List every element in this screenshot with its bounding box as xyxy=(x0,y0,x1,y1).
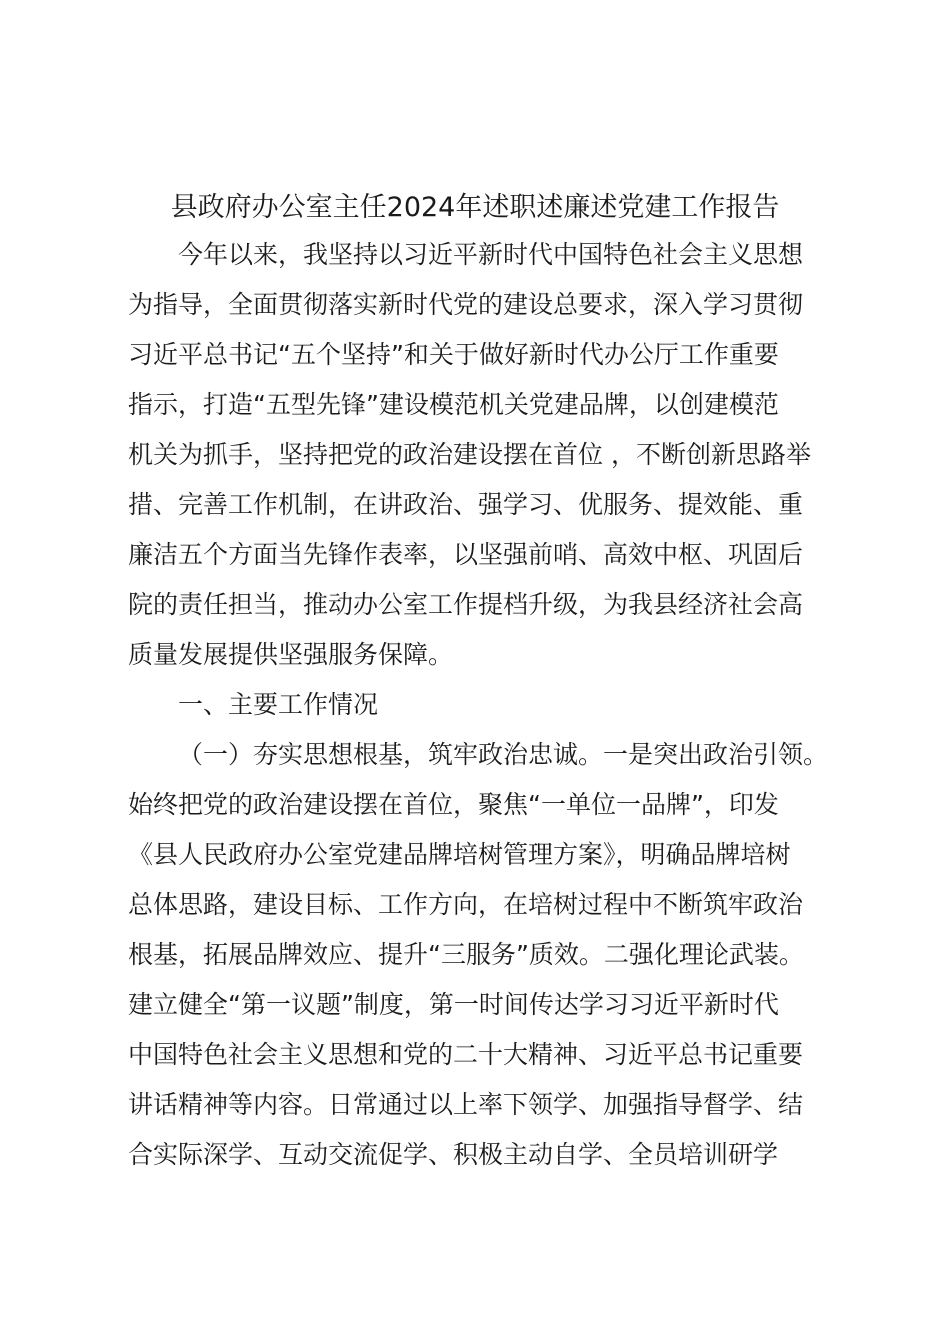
paragraph-line: 机关为抓手，坚持把党的政治建设摆在首位 ，不断创新思路举 xyxy=(128,440,811,469)
paragraph-line: 讲话精神等内容。日常通过以上率下领学、加强指导督学、结 xyxy=(128,1090,804,1119)
paragraph-line: 中国特色社会主义思想和党的二十大精神、习近平总书记重要 xyxy=(128,1040,804,1069)
paragraph-line: 院的责任担当，推动办公室工作提档升级，为我县经济社会高 xyxy=(128,590,804,619)
paragraph-line: 《县人民政府办公室党建品牌培树管理方案》，明确品牌培树 xyxy=(128,840,791,869)
paragraph-line: 廉洁五个方面当先锋作表率，以坚强前哨、高效中枢、巩固后 xyxy=(128,540,804,569)
paragraph-line: 为指导，全面贯彻落实新时代党的建设总要求，深入学习贯彻 xyxy=(128,290,804,319)
paragraph-line: 今年以来，我坚持以习近平新时代中国特色社会主义思想 xyxy=(178,240,804,269)
paragraph-line: 根基，拓展品牌效应、提升“三服务”质效。二强化理论武装。 xyxy=(128,940,804,969)
paragraph-line: 始终把党的政治建设摆在首位，聚焦“一单位一品牌”，印发 xyxy=(128,790,779,819)
paragraph-line: 合实际深学、互动交流促学、积极主动自学、全员培训研学 xyxy=(128,1140,779,1169)
paragraph-line: 建立健全“第一议题”制度，第一时间传达学习习近平新时代 xyxy=(128,990,779,1019)
section-heading: 一、主要工作情况 xyxy=(178,690,379,719)
paragraph-line: 指示，打造“五型先锋”建设模范机关党建品牌，以创建模范 xyxy=(128,390,779,419)
paragraph-line: 习近平总书记“五个坚持”和关于做好新时代办公厅工作重要 xyxy=(128,340,779,369)
paragraph-line: 质量发展提供坚强服务保障。 xyxy=(128,640,454,669)
document-title: 县政府办公室主任2024年述职述廉述党建工作报告 xyxy=(170,192,780,223)
paragraph-line: （一）夯实思想根基，筑牢政治忠诚。一是突出政治引领。 xyxy=(178,740,829,769)
paragraph-line: 措、完善工作机制，在讲政治、强学习、优服务、提效能、重 xyxy=(128,490,804,519)
paragraph-line: 总体思路，建设目标、工作方向，在培树过程中不断筑牢政治 xyxy=(128,890,804,919)
